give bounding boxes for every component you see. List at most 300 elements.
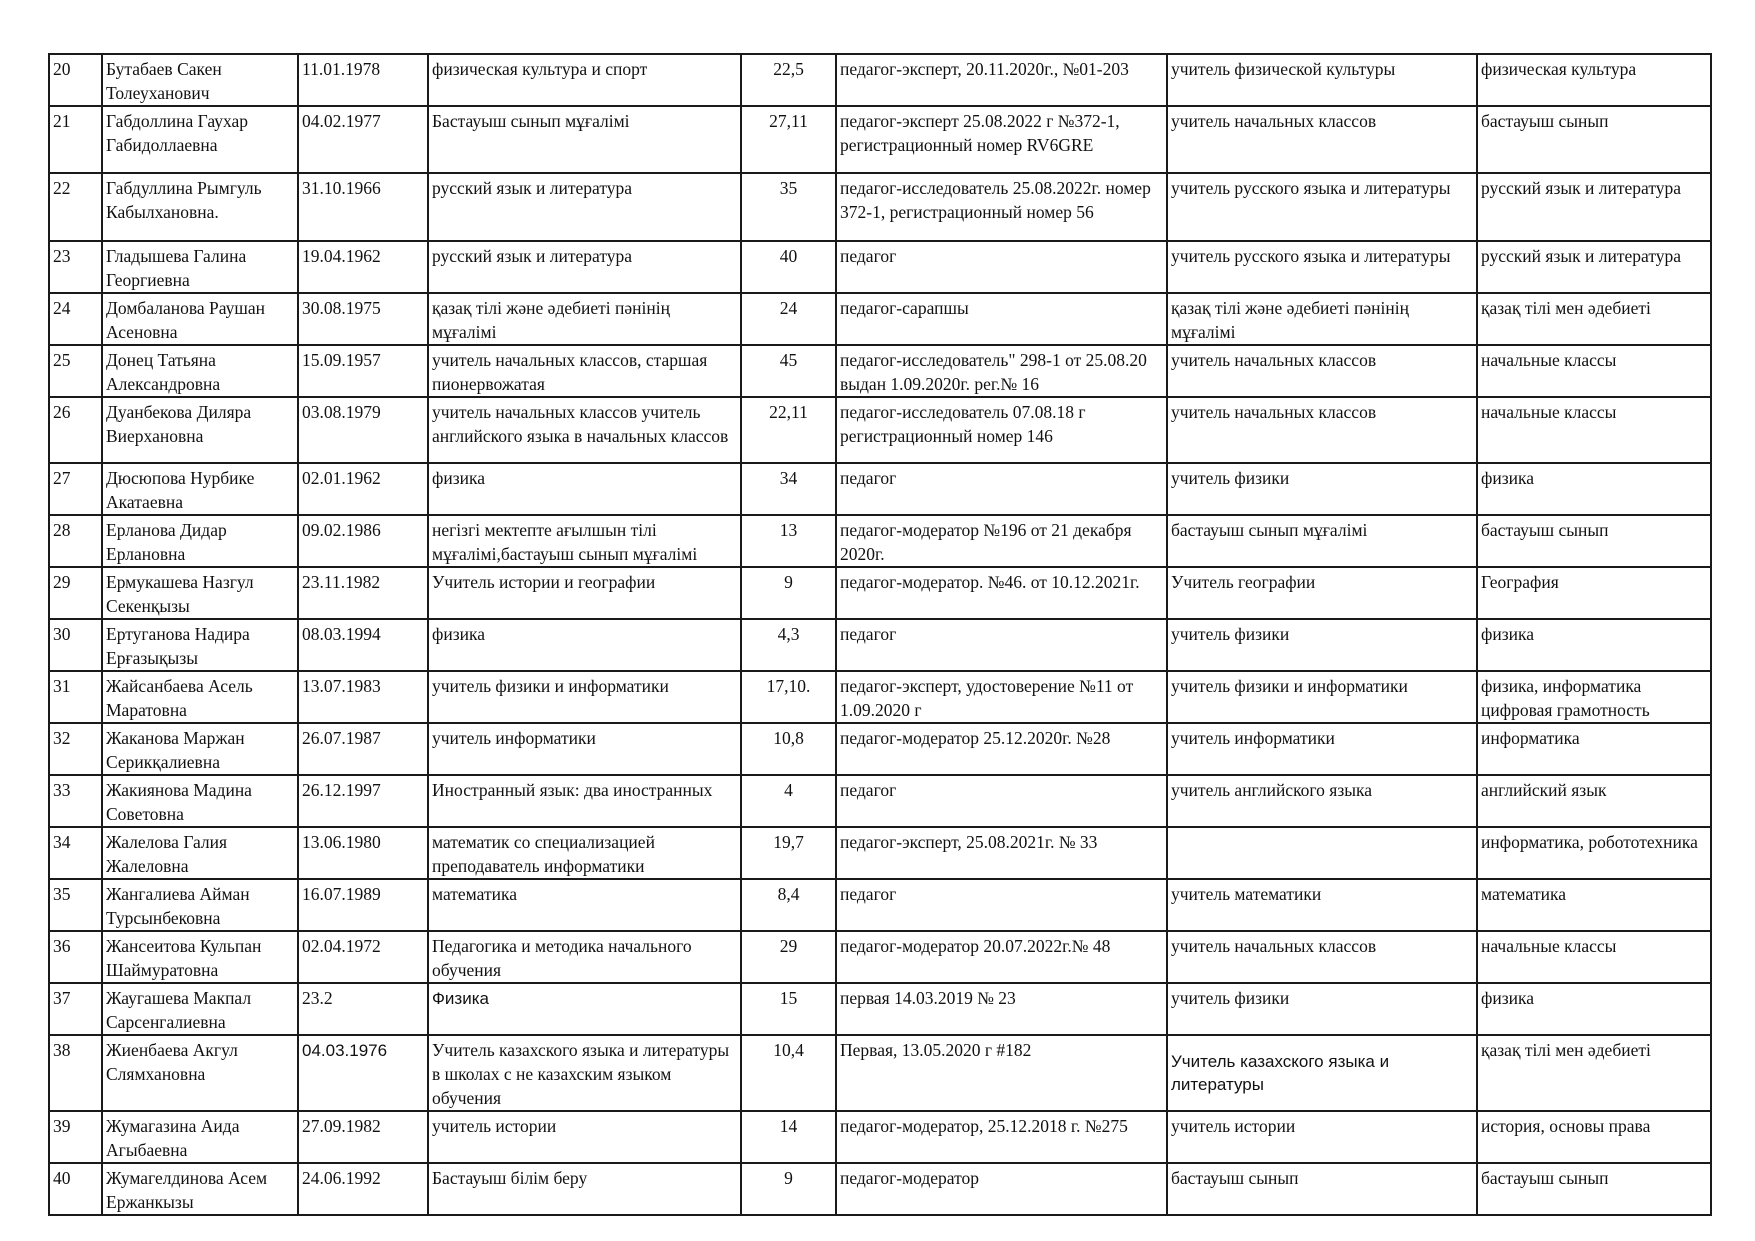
cell-category-text: Первая, 13.05.2020 г #182 bbox=[840, 1040, 1032, 1060]
cell-position bbox=[1167, 173, 1477, 241]
cell-full-name bbox=[102, 241, 298, 293]
cell-birth-date bbox=[298, 293, 428, 345]
cell-birth-date-text: 11.01.1978 bbox=[302, 59, 381, 79]
cell-subject-text: физическая культура bbox=[1481, 59, 1637, 79]
cell-subject bbox=[1477, 515, 1711, 567]
cell-category-text: педагог-модератор 20.07.2022г.№ 48 bbox=[840, 936, 1111, 956]
cell-education-text: Педагогика и методика начального обучения bbox=[432, 936, 692, 980]
cell-birth-date bbox=[298, 931, 428, 983]
cell-subject bbox=[1477, 827, 1711, 879]
table-row bbox=[49, 827, 1711, 879]
cell-number bbox=[49, 567, 102, 619]
cell-category bbox=[836, 1111, 1167, 1163]
cell-birth-date-text: 13.06.1980 bbox=[302, 832, 381, 852]
cell-category-text: педагог bbox=[840, 468, 897, 488]
cell-full-name bbox=[102, 619, 298, 671]
cell-birth-date-text: 09.02.1986 bbox=[302, 520, 381, 540]
cell-position-text: бастауыш сынып мұғалімі bbox=[1171, 520, 1368, 540]
cell-birth-date bbox=[298, 397, 428, 463]
cell-full-name-text: Дюсюпова Нурбике Акатаевна bbox=[106, 468, 255, 512]
cell-experience bbox=[741, 241, 836, 293]
cell-experience-text: 17,10. bbox=[766, 676, 811, 696]
cell-number-text: 34 bbox=[53, 832, 71, 852]
cell-education-text: русский язык и литература bbox=[432, 246, 633, 266]
cell-full-name-text: Донец Татьяна Александровна bbox=[106, 350, 221, 394]
cell-number bbox=[49, 515, 102, 567]
cell-category-text: педагог-эксперт, 25.08.2021г. № 33 bbox=[840, 832, 1098, 852]
cell-number bbox=[49, 671, 102, 723]
cell-education-text: қазақ тілі және әдебиеті пәнінің мұғалімі bbox=[432, 298, 670, 342]
table-row bbox=[49, 241, 1711, 293]
cell-position bbox=[1167, 1035, 1477, 1111]
cell-full-name bbox=[102, 775, 298, 827]
cell-subject bbox=[1477, 345, 1711, 397]
cell-number-text: 38 bbox=[53, 1040, 71, 1060]
cell-experience bbox=[741, 173, 836, 241]
cell-category bbox=[836, 879, 1167, 931]
cell-experience bbox=[741, 1111, 836, 1163]
cell-full-name bbox=[102, 54, 298, 106]
cell-subject-text: физика bbox=[1481, 468, 1534, 488]
cell-position-text: учитель физики bbox=[1171, 988, 1290, 1008]
cell-number-text: 25 bbox=[53, 350, 71, 370]
cell-full-name bbox=[102, 1111, 298, 1163]
cell-subject-text: География bbox=[1481, 572, 1559, 592]
cell-category bbox=[836, 106, 1167, 173]
cell-birth-date bbox=[298, 567, 428, 619]
cell-number bbox=[49, 931, 102, 983]
table-row bbox=[49, 345, 1711, 397]
cell-experience-text: 4,3 bbox=[777, 624, 800, 644]
cell-education-text: Бастауыш сынып мұғалімі bbox=[432, 111, 630, 131]
cell-education-text: учитель физики и информатики bbox=[432, 676, 669, 696]
cell-full-name-text: Ерланова Дидар Ерлановна bbox=[106, 520, 227, 564]
cell-full-name bbox=[102, 983, 298, 1035]
cell-experience bbox=[741, 931, 836, 983]
cell-education-text: русский язык и литература bbox=[432, 178, 633, 198]
cell-position-text: учитель начальных классов bbox=[1171, 350, 1377, 370]
cell-experience bbox=[741, 983, 836, 1035]
cell-birth-date-text: 15.09.1957 bbox=[302, 350, 381, 370]
cell-experience-text: 15 bbox=[779, 988, 798, 1008]
cell-number-text: 23 bbox=[53, 246, 71, 266]
cell-experience-text: 29 bbox=[779, 936, 798, 956]
cell-education bbox=[428, 173, 741, 241]
cell-position-text: учитель физики и информатики bbox=[1171, 676, 1408, 696]
cell-education-text: Учитель казахского языка и литературы в школах с не казахским языком обучения bbox=[432, 1040, 730, 1108]
cell-subject bbox=[1477, 1035, 1711, 1111]
cell-position bbox=[1167, 827, 1477, 879]
cell-subject bbox=[1477, 775, 1711, 827]
cell-experience-text: 10,8 bbox=[773, 728, 804, 748]
table-row bbox=[49, 463, 1711, 515]
cell-education bbox=[428, 983, 741, 1035]
cell-experience bbox=[741, 1035, 836, 1111]
cell-category-text: педагог-модератор. №46. от 10.12.2021г. bbox=[840, 572, 1140, 592]
cell-full-name-text: Жаугашева Макпал Сарсенгалиевна bbox=[106, 988, 252, 1032]
cell-subject-text: физика bbox=[1481, 988, 1534, 1008]
cell-number bbox=[49, 397, 102, 463]
cell-experience bbox=[741, 463, 836, 515]
cell-subject bbox=[1477, 567, 1711, 619]
cell-subject-text: начальные классы bbox=[1481, 402, 1617, 422]
cell-full-name-text: Дуанбекова Диляра Виерхановна bbox=[106, 402, 252, 446]
cell-birth-date bbox=[298, 1111, 428, 1163]
cell-experience bbox=[741, 879, 836, 931]
cell-category-text: педагог-модератор №196 от 21 декабря 2020г. bbox=[840, 520, 1132, 564]
cell-subject-text: бастауыш сынып bbox=[1481, 520, 1609, 540]
cell-number-text: 30 bbox=[53, 624, 71, 644]
cell-number bbox=[49, 54, 102, 106]
cell-subject-text: қазақ тілі мен әдебиеті bbox=[1481, 298, 1651, 318]
cell-birth-date bbox=[298, 775, 428, 827]
cell-position bbox=[1167, 619, 1477, 671]
cell-full-name-text: Жансеитова Кульпан Шаймуратовна bbox=[106, 936, 262, 980]
cell-number bbox=[49, 723, 102, 775]
cell-subject-text: бастауыш сынып bbox=[1481, 111, 1609, 131]
cell-position bbox=[1167, 775, 1477, 827]
cell-full-name bbox=[102, 1163, 298, 1215]
cell-position-text: учитель начальных классов bbox=[1171, 111, 1377, 131]
cell-experience-text: 40 bbox=[779, 246, 798, 266]
cell-position-text: учитель начальных классов bbox=[1171, 402, 1377, 422]
cell-education-text: учитель начальных классов, старшая пионервожатая bbox=[432, 350, 708, 394]
cell-experience-text: 19,7 bbox=[773, 832, 804, 852]
cell-category bbox=[836, 1163, 1167, 1215]
cell-birth-date-text: 24.06.1992 bbox=[302, 1168, 381, 1188]
cell-education-text: Иностранный язык: два иностранных bbox=[432, 780, 713, 800]
cell-birth-date-text: 26.07.1987 bbox=[302, 728, 381, 748]
cell-full-name bbox=[102, 345, 298, 397]
cell-number bbox=[49, 173, 102, 241]
cell-category-text: педагог-модератор bbox=[840, 1168, 980, 1188]
cell-number-text: 31 bbox=[53, 676, 71, 696]
table-row bbox=[49, 671, 1711, 723]
cell-birth-date bbox=[298, 983, 428, 1035]
cell-education bbox=[428, 775, 741, 827]
cell-full-name-text: Жалелова Галия Жалеловна bbox=[106, 832, 228, 876]
cell-position bbox=[1167, 879, 1477, 931]
cell-full-name bbox=[102, 567, 298, 619]
cell-full-name-text: Жайсанбаева Асель Маратовна bbox=[106, 676, 253, 720]
cell-number-text: 24 bbox=[53, 298, 71, 318]
cell-subject bbox=[1477, 293, 1711, 345]
cell-position bbox=[1167, 567, 1477, 619]
cell-number bbox=[49, 1163, 102, 1215]
cell-full-name-text: Жиенбаева Акгул Слямхановна bbox=[106, 1040, 238, 1084]
cell-number bbox=[49, 1111, 102, 1163]
cell-full-name bbox=[102, 463, 298, 515]
table-row bbox=[49, 54, 1711, 106]
cell-position bbox=[1167, 723, 1477, 775]
cell-position-text: Учитель географии bbox=[1171, 572, 1316, 592]
cell-education bbox=[428, 723, 741, 775]
table-row bbox=[49, 515, 1711, 567]
cell-number bbox=[49, 293, 102, 345]
cell-full-name-text: Бутабаев Сакен Толеуханович bbox=[106, 59, 222, 103]
cell-experience-text: 35 bbox=[779, 178, 798, 198]
table-row bbox=[49, 879, 1711, 931]
cell-subject-text: русский язык и литература bbox=[1481, 178, 1682, 198]
cell-subject bbox=[1477, 1163, 1711, 1215]
cell-subject bbox=[1477, 241, 1711, 293]
cell-full-name-text: Габдоллина Гаухар Габидоллаевна bbox=[106, 111, 249, 155]
cell-experience bbox=[741, 723, 836, 775]
cell-full-name-text: Жангалиева Айман Турсынбековна bbox=[106, 884, 250, 928]
cell-birth-date-text: 27.09.1982 bbox=[302, 1116, 381, 1136]
cell-subject-text: начальные классы bbox=[1481, 936, 1617, 956]
cell-position bbox=[1167, 515, 1477, 567]
cell-education-text: математика bbox=[432, 884, 517, 904]
cell-position-text: учитель русского языка и литературы bbox=[1171, 178, 1451, 198]
cell-education bbox=[428, 54, 741, 106]
cell-experience bbox=[741, 1163, 836, 1215]
cell-category bbox=[836, 54, 1167, 106]
cell-position bbox=[1167, 463, 1477, 515]
table-row bbox=[49, 1111, 1711, 1163]
cell-full-name-text: Домбаланова Раушан Асеновна bbox=[106, 298, 266, 342]
table-row bbox=[49, 983, 1711, 1035]
cell-number bbox=[49, 827, 102, 879]
cell-birth-date-text: 04.03.1976 bbox=[302, 1041, 388, 1060]
cell-experience bbox=[741, 671, 836, 723]
cell-experience-text: 22,5 bbox=[773, 59, 804, 79]
cell-full-name-text: Габдуллина Рымгуль Кабылхановна. bbox=[106, 178, 262, 222]
cell-position-text: учитель начальных классов bbox=[1171, 936, 1377, 956]
cell-number bbox=[49, 106, 102, 173]
cell-education bbox=[428, 293, 741, 345]
cell-birth-date bbox=[298, 671, 428, 723]
cell-education bbox=[428, 515, 741, 567]
document-page bbox=[48, 53, 1710, 1216]
cell-category-text: педагог-исследователь 07.08.18 г регистрационный номер 146 bbox=[840, 402, 1086, 446]
cell-full-name-text: Гладышева Галина Георгиевна bbox=[106, 246, 247, 290]
cell-education bbox=[428, 1035, 741, 1111]
cell-subject-text: информатика, робототехника bbox=[1481, 832, 1698, 852]
cell-education bbox=[428, 345, 741, 397]
cell-number-text: 39 bbox=[53, 1116, 71, 1136]
cell-number bbox=[49, 345, 102, 397]
table-row bbox=[49, 619, 1711, 671]
cell-education-text: учитель информатики bbox=[432, 728, 596, 748]
cell-full-name-text: Жумагазина Аида Агыбаевна bbox=[106, 1116, 240, 1160]
cell-birth-date-text: 02.01.1962 bbox=[302, 468, 381, 488]
cell-category bbox=[836, 931, 1167, 983]
cell-subject-text: физика, информатика цифровая грамотность bbox=[1481, 676, 1650, 720]
cell-birth-date bbox=[298, 54, 428, 106]
cell-experience-text: 22,11 bbox=[769, 402, 808, 422]
cell-category-text: педагог-исследователь" 298-1 от 25.08.20 выдан 1.09.2020г. рег.№ 16 bbox=[840, 350, 1147, 394]
cell-subject bbox=[1477, 1111, 1711, 1163]
cell-category bbox=[836, 397, 1167, 463]
cell-category-text: педагог-исследователь 25.08.2022г. номер 372-1, регистрационный номер 56 bbox=[840, 178, 1151, 222]
cell-experience bbox=[741, 106, 836, 173]
cell-category bbox=[836, 345, 1167, 397]
cell-full-name-text: Ертуганова Надира Ерғазықызы bbox=[106, 624, 250, 668]
cell-position bbox=[1167, 54, 1477, 106]
cell-full-name bbox=[102, 723, 298, 775]
cell-full-name bbox=[102, 671, 298, 723]
cell-category-text: первая 14.03.2019 № 23 bbox=[840, 988, 1016, 1008]
cell-category bbox=[836, 775, 1167, 827]
cell-category bbox=[836, 619, 1167, 671]
cell-position-text: учитель истории bbox=[1171, 1116, 1296, 1136]
cell-number-text: 35 bbox=[53, 884, 71, 904]
cell-number bbox=[49, 879, 102, 931]
cell-full-name bbox=[102, 879, 298, 931]
cell-subject-text: математика bbox=[1481, 884, 1566, 904]
cell-birth-date bbox=[298, 173, 428, 241]
cell-number bbox=[49, 241, 102, 293]
cell-education bbox=[428, 567, 741, 619]
cell-birth-date-text: 23.2 bbox=[302, 988, 333, 1008]
cell-position bbox=[1167, 397, 1477, 463]
cell-birth-date bbox=[298, 515, 428, 567]
cell-position bbox=[1167, 106, 1477, 173]
cell-category-text: педагог-сарапшы bbox=[840, 298, 969, 318]
cell-birth-date-text: 13.07.1983 bbox=[302, 676, 381, 696]
cell-category bbox=[836, 463, 1167, 515]
cell-birth-date-text: 16.07.1989 bbox=[302, 884, 381, 904]
cell-number-text: 40 bbox=[53, 1168, 71, 1188]
cell-education bbox=[428, 879, 741, 931]
cell-subject bbox=[1477, 106, 1711, 173]
cell-subject-text: начальные классы bbox=[1481, 350, 1617, 370]
cell-number bbox=[49, 983, 102, 1035]
cell-position-text: учитель английского языка bbox=[1171, 780, 1373, 800]
cell-category-text: педагог-эксперт 25.08.2022 г №372-1, регистрационный номер RV6GRE bbox=[840, 111, 1120, 155]
cell-full-name-text: Жумагелдинова Асем Ержанкызы bbox=[106, 1168, 268, 1212]
cell-education-text: негізгі мектепте ағылшын тілі мұғалімі,бастауыш сынып мұғалімі bbox=[432, 520, 698, 564]
table-row bbox=[49, 293, 1711, 345]
cell-birth-date bbox=[298, 619, 428, 671]
table-row bbox=[49, 775, 1711, 827]
staff-table bbox=[48, 53, 1712, 1216]
cell-category bbox=[836, 567, 1167, 619]
table-row bbox=[49, 173, 1711, 241]
cell-birth-date bbox=[298, 827, 428, 879]
cell-position-text: учитель информатики bbox=[1171, 728, 1335, 748]
cell-education-text: учитель начальных классов учитель английского языка в начальных классов bbox=[432, 402, 729, 446]
cell-experience bbox=[741, 515, 836, 567]
cell-subject bbox=[1477, 54, 1711, 106]
cell-birth-date-text: 30.08.1975 bbox=[302, 298, 381, 318]
cell-number-text: 20 bbox=[53, 59, 71, 79]
cell-experience-text: 27,11 bbox=[769, 111, 808, 131]
cell-birth-date-text: 03.08.1979 bbox=[302, 402, 381, 422]
cell-education bbox=[428, 1111, 741, 1163]
cell-full-name-text: Жакиянова Мадина Советовна bbox=[106, 780, 252, 824]
cell-experience-text: 13 bbox=[779, 520, 798, 540]
table-row bbox=[49, 106, 1711, 173]
cell-number bbox=[49, 1035, 102, 1111]
cell-category-text: педагог-эксперт, удостоверение №11 от 1.09.2020 г bbox=[840, 676, 1134, 720]
cell-full-name bbox=[102, 293, 298, 345]
cell-education bbox=[428, 1163, 741, 1215]
cell-experience-text: 34 bbox=[779, 468, 798, 488]
cell-experience-text: 9 bbox=[784, 1168, 793, 1188]
cell-position-text: учитель физики bbox=[1171, 468, 1290, 488]
cell-experience bbox=[741, 619, 836, 671]
cell-category-text: педагог bbox=[840, 246, 897, 266]
cell-category-text: педагог bbox=[840, 780, 897, 800]
cell-subject bbox=[1477, 723, 1711, 775]
cell-category-text: педагог bbox=[840, 884, 897, 904]
cell-category bbox=[836, 671, 1167, 723]
cell-full-name bbox=[102, 1035, 298, 1111]
cell-category bbox=[836, 173, 1167, 241]
cell-experience bbox=[741, 54, 836, 106]
cell-subject-text: русский язык и литература bbox=[1481, 246, 1682, 266]
cell-birth-date bbox=[298, 879, 428, 931]
cell-number bbox=[49, 619, 102, 671]
cell-education bbox=[428, 463, 741, 515]
table-row bbox=[49, 1035, 1711, 1111]
cell-position-text: учитель математики bbox=[1171, 884, 1322, 904]
cell-experience bbox=[741, 567, 836, 619]
cell-full-name bbox=[102, 106, 298, 173]
cell-experience-text: 14 bbox=[779, 1116, 798, 1136]
cell-birth-date-text: 26.12.1997 bbox=[302, 780, 381, 800]
cell-full-name bbox=[102, 397, 298, 463]
cell-subject bbox=[1477, 931, 1711, 983]
cell-full-name bbox=[102, 827, 298, 879]
cell-birth-date bbox=[298, 345, 428, 397]
cell-birth-date bbox=[298, 241, 428, 293]
cell-number-text: 33 bbox=[53, 780, 71, 800]
cell-birth-date-text: 19.04.1962 bbox=[302, 246, 381, 266]
cell-number-text: 27 bbox=[53, 468, 71, 488]
cell-subject-text: история, основы права bbox=[1481, 1116, 1651, 1136]
cell-birth-date-text: 08.03.1994 bbox=[302, 624, 381, 644]
cell-subject bbox=[1477, 671, 1711, 723]
cell-education bbox=[428, 397, 741, 463]
cell-education bbox=[428, 241, 741, 293]
cell-category bbox=[836, 723, 1167, 775]
cell-subject-text: английский язык bbox=[1481, 780, 1607, 800]
cell-category-text: педагог-модератор 25.12.2020г. №28 bbox=[840, 728, 1111, 748]
cell-number-text: 32 bbox=[53, 728, 71, 748]
cell-subject bbox=[1477, 879, 1711, 931]
cell-number-text: 36 bbox=[53, 936, 71, 956]
cell-full-name bbox=[102, 173, 298, 241]
cell-education-text: физика bbox=[432, 624, 485, 644]
cell-education-text: Физика bbox=[432, 989, 489, 1008]
cell-birth-date bbox=[298, 1163, 428, 1215]
cell-category-text: педагог-эксперт, 20.11.2020г., №01-203 bbox=[840, 59, 1129, 79]
cell-subject-text: бастауыш сынып bbox=[1481, 1168, 1609, 1188]
cell-category bbox=[836, 515, 1167, 567]
cell-full-name bbox=[102, 931, 298, 983]
cell-position-text: учитель физики bbox=[1171, 624, 1290, 644]
table-body bbox=[49, 54, 1711, 1215]
cell-position-text: Учитель казахского языка и литературы bbox=[1171, 1052, 1390, 1094]
cell-experience bbox=[741, 775, 836, 827]
cell-experience bbox=[741, 293, 836, 345]
cell-birth-date-text: 31.10.1966 bbox=[302, 178, 381, 198]
cell-subject bbox=[1477, 463, 1711, 515]
cell-experience-text: 10,4 bbox=[773, 1040, 804, 1060]
cell-position bbox=[1167, 1111, 1477, 1163]
table-row bbox=[49, 931, 1711, 983]
table-row bbox=[49, 397, 1711, 463]
cell-subject-text: информатика bbox=[1481, 728, 1580, 748]
cell-position bbox=[1167, 241, 1477, 293]
cell-birth-date bbox=[298, 106, 428, 173]
cell-number-text: 21 bbox=[53, 111, 71, 131]
cell-position bbox=[1167, 345, 1477, 397]
cell-education-text: Учитель истории и географии bbox=[432, 572, 656, 592]
